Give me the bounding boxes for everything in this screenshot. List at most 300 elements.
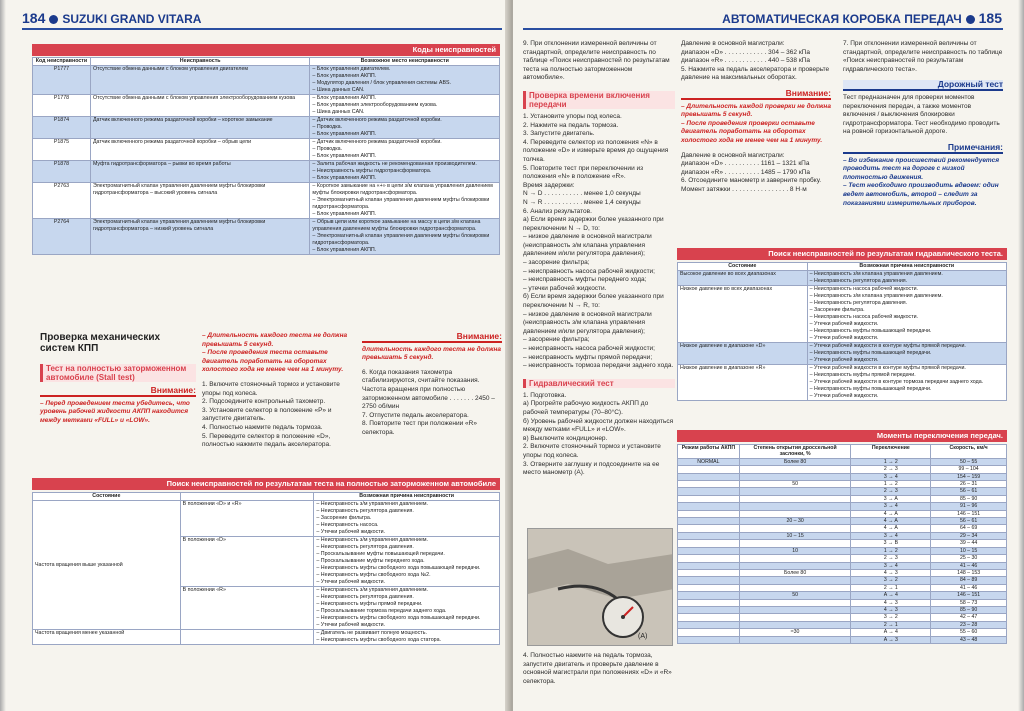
step-text: – неисправность муфты прямой передачи; [523,353,653,361]
col-header: Неисправность [90,58,309,66]
header-rule [523,28,1003,30]
step-text: – засорение фильтра; [523,259,590,267]
step-text: б) Если время задержки более указанного при переключении N → R, то: [523,293,664,310]
step-text: – неисправность муфты переднего хода; [523,276,647,284]
table-row [678,466,1007,473]
table-row [33,66,500,95]
place-item: – Датчик включенного режима раздаточной коробки. [312,139,442,145]
cause-item: – Неисправность регулятора давления. [809,300,908,306]
hyd-table [677,262,1007,401]
mom-cell: 2 → 3 [851,466,931,473]
cause-item: – Неисправность з/м управления давлением. [316,587,429,593]
cause-item: – Утечки рабочей жидкости. [316,579,386,585]
mom-cell [678,525,740,532]
mom-cell [678,621,740,628]
mom-cell: 2 → 1 [851,621,931,628]
mom-cell: 85 – 90 [931,606,1007,613]
mom-cell: 91 – 96 [931,503,1007,510]
step-text: 2. Включите стояночный тормоз и установите упоры под колеса. [523,443,661,459]
step-text: 1. Подготовка. [523,391,567,399]
table-row [678,577,1007,584]
cause-item: – Неисправность муфты прямой передачи. [809,372,916,378]
mom-cell: 3 → 2 [851,614,931,621]
cause-item: – Неисправность з/м клапана управления давлением. [809,271,943,277]
cause-item: – Проскальзывание тормоза передачи заднего хода. [316,608,447,614]
page-edge [1018,0,1024,711]
hydro-title: Гидравлический тест [523,379,675,388]
cause-item: – Утечки рабочей жидкости. [809,357,879,363]
col1-intro: 9. При отклонении измеренной величины от стандартной, определите неисправность по таблице «Поиск неисправностей по результатам теста на полностью заторможенном автомобиле». [523,40,670,82]
place-item: – Модулятор давления / блок управления системы ABS. [312,80,451,86]
pressure-text: 6. Отсоедините манометр и заверните пробку. [681,177,822,185]
mom-cell [739,473,851,480]
warning-heading: Внимание: [40,386,196,397]
table-row [678,503,1007,510]
cause-item: – Засорение фильтра. [316,515,372,521]
mom-cell: 4 → A [851,525,931,532]
cause-item: – Проскальзывание муфты повышающей передачи. [316,551,445,557]
places-cell [310,219,500,255]
cause-item: – Утечки рабочей жидкости. [809,321,879,327]
mom-cell [678,473,740,480]
code-cell: P1874 [33,117,91,139]
col-header: Переключение [851,445,931,459]
mom-cell [678,599,740,606]
warning-text: – Длительность каждой проверки не должна превышать 5 секунд. [681,102,831,119]
right-column-1 [523,40,675,478]
cause-item: – Неисправность насоса рабочей жидкости. [809,286,919,292]
state-cell: Высокое давление во всех диапазонах [678,271,808,286]
place-item: – Блок управления АКПП. [312,211,377,217]
step-text: Частота вращения при полностью заторможенном автомобиле . . . . . . . 2450 – 2750 об/мин [362,385,495,411]
cause-item: – Проскальзывание муфты переднего хода. [316,558,425,564]
pressure-text: диапазон «R» . . . . . . . . . . 1485 – 1790 кПа [681,168,810,176]
mom-cell [739,636,851,643]
mom-cell [739,584,851,591]
place-item: – Короткое замыкание на «+» в цепи з/м клапана управления давлением муфты блокировки гидротрансформатора. [312,183,493,196]
mech-column [40,332,196,425]
mom-cell: 3 → 4 [851,503,931,510]
step-text: 7. Отпустите педаль акселератора. [362,411,469,419]
warning-heading-2: Внимание: [362,332,502,343]
mom-cell [678,569,740,576]
bullet-icon [966,15,975,24]
code-cell: P1875 [33,139,91,161]
steps-column [202,332,354,450]
step-text: в) Выключите кондиционер. [523,434,608,442]
mom-cell: 42 – 47 [931,614,1007,621]
step-text: 6. Когда показания тахометра стабилизируются, считайте показания. [362,368,480,385]
table-row [678,599,1007,606]
fault-table-title: Поиск неисправностей по результатам теста на полностью заторможенном автомобиле [32,478,500,490]
mom-cell: 84 – 89 [931,577,1007,584]
places-cell [310,161,500,183]
note-text: – Во избежание происшествий рекомендуется проводить тест на дороге с низкой плотностью движения. [843,156,1000,181]
step-text: 8. Повторите тест при положении «R» селектора. [362,420,477,436]
mom-cell: 41 – 46 [931,562,1007,569]
mom-table-title: Моменты переключения передач. [677,430,1007,442]
col-header: Возможная причина неисправности [807,263,1006,271]
mom-cell: 3 → 4 [851,473,931,480]
pressure-text: Момент затяжки . . . . . . . . . . . . . . . . 8 Н·м [681,185,807,193]
col-header [180,493,314,501]
code-cell: P2764 [33,219,91,255]
mom-cell: 1 → 2 [851,458,931,465]
step-text: б) Уровень рабочей жидкости должен находиться между метками «FULL» и «LOW». [523,417,674,434]
mom-cell [678,495,740,502]
table-row [678,473,1007,480]
cause-cell [807,271,1006,286]
step-text: 1. Установите упоры под колеса. [523,112,622,120]
table-row [678,365,1007,401]
mom-cell: 4 → 3 [851,599,931,606]
cause-item: – Неисправность насоса рабочей жидкости. [809,314,919,320]
col-header: Скорость, км/ч [931,445,1007,459]
mom-cell: 43 – 48 [931,636,1007,643]
mom-cell: 2 → 3 [851,488,931,495]
mom-cell [739,503,851,510]
mom-cell: 23 – 28 [931,621,1007,628]
mom-cell: 3 → A [851,495,931,502]
mom-cell [678,547,740,554]
mom-cell [739,577,851,584]
warning-text: – После проведения проверки оставьте двигатель поработать на оборотах холостого хода не менее чем на 1 минуту. [681,119,823,144]
fault-cell: Отсутствие обмена данными с блоком управления двигателем [90,66,309,95]
cause-item: – Утечки рабочей жидкости в контуре муфты прямой передачи. [809,343,966,349]
pressure-text: диапазон «R» . . . . . . . . . . . . 440 – 538 кПа [681,57,810,65]
cause-item: – Неисправность регулятора давления. [316,594,414,600]
header-rule [22,28,502,30]
cause-cell [807,365,1006,401]
cause-item: – Неисправность муфты прямой передачи. [316,601,423,607]
mom-cell [739,488,851,495]
mom-cell [739,621,851,628]
brand-title: SUZUKI GRAND VITARA [62,12,202,26]
codes-table [32,57,500,255]
mom-cell [678,629,740,636]
cause-cell [314,630,500,645]
page-edge [0,0,6,711]
mom-cell [678,562,740,569]
mom-cell: 2 → 3 [851,555,931,562]
right-column-3 [843,40,1003,208]
road-test-title: Дорожный тест [843,80,1003,91]
table-row [678,481,1007,488]
mom-cell: Более 80 [739,569,851,576]
pressure-text: 5. Нажмите на педаль акселератора и проверьте давление на максимальных оборотах. [681,65,830,82]
step-text: 4. Переведите селектор из положения «N» в положение «D» и измерьте время до ощущения толчка. [523,138,669,163]
cause-item: – Утечки рабочей жидкости в контуре муфты прямой передачи. [809,365,966,371]
step-text: N → R . . . . . . . . . . . менее 1,4 секунды [523,198,641,206]
mom-cell [678,466,740,473]
table-row [678,555,1007,562]
mom-cell [678,584,740,591]
place-item: – Блок управления двигателем. [312,66,391,72]
mom-cell [678,540,740,547]
col-header: Степень открытия дроссельной заслонки, % [739,445,851,459]
cause-item: – Неисправность муфты свободного хода повышающей передачи. [316,615,481,621]
table-row [678,584,1007,591]
place-item: – Обрыв цепи или короткое замыкание на массу в цепи з/м клапана управления давлением муфты блокировки гидротрансформатора. [312,219,481,232]
mom-cell: 146 – 151 [931,510,1007,517]
table-row [678,488,1007,495]
places-cell [310,183,500,219]
mom-cell: Более 80 [739,458,851,465]
notes-heading: Примечания: [843,143,1003,154]
table-row [33,219,500,255]
place-item: – Блок управления АКПП. [312,153,377,159]
code-cell: P1878 [33,161,91,183]
mom-cell [739,540,851,547]
table-row [33,630,500,645]
hyd-table-title: Поиск неисправностей по результатам гидравлического теста. [677,248,1007,260]
mom-cell: 146 – 151 [931,592,1007,599]
step-text: 1. Включите стояночный тормоз и установите упоры под колеса. [202,380,340,397]
table-row [678,569,1007,576]
mom-cell: 58 – 73 [931,599,1007,606]
right-header [722,10,1002,28]
mom-cell [678,488,740,495]
table-row [33,117,500,139]
step-text: 3. Запустите двигатель. [523,130,595,138]
mom-cell [739,510,851,517]
mom-cell: 50 – 55 [931,458,1007,465]
fault-cell: Датчик включенного режима раздаточной коробки – короткое замыкание [90,117,309,139]
place-item: – Проводка. [312,146,343,152]
table-row [678,629,1007,636]
duration-warning: – Длительность каждого теста не должна превышать 5 секунд. [202,332,348,348]
table-row [678,343,1007,365]
mom-cell: 50 [739,592,851,599]
cause-cell [807,343,1006,365]
place-item: – Залита рабочая жидкость не рекомендованная производителем. [312,161,477,167]
state-cell: Низкое давление в диапазоне «D» [678,343,808,365]
mom-cell: 99 – 104 [931,466,1007,473]
mom-cell [678,532,740,539]
mom-cell: 148 – 153 [931,569,1007,576]
cause-item: – Утечки рабочей жидкости. [316,529,386,535]
mom-cell: 56 – 61 [931,488,1007,495]
page-number: 184 [22,10,46,26]
fault-cell: Электромагнитный клапан управления давлением муфты блокировки гидротрансформатора – низкий уровень сигнала [90,219,309,255]
codes-table-title: Коды неисправностей [32,44,500,56]
places-cell [310,95,500,117]
cause-item: – Неисправность муфты свободного хода статора. [316,637,442,643]
place-item: – Блок управления АКПП. [312,95,377,101]
idle-warning: – После проведения теста оставьте двигатель поработать на оборотах холостого хода не менее чем на 1 минуту. [202,349,344,374]
step-text: 7. При отклонении измеренной величины от стандартной, определите неисправность по таблице «Поиск неисправностей по результатам гидравлического теста». [843,40,1003,73]
col-header: Возможная причина неисправности [314,493,500,501]
place-item: – Блок управления АКПП. [312,131,377,137]
step-text: 5. Повторите тест при переключении из положения «N» в положение «R». [523,164,644,181]
table-row [678,286,1007,343]
shift-time-title: Проверка времени включения передачи [523,91,675,109]
cause-item: – Неисправность муфты повышающей передачи. [809,328,932,334]
pressure-text: диапазон «D» . . . . . . . . . . 1161 – 1321 кПа [681,160,810,168]
table-row [678,636,1007,643]
warning-text-2: длительность каждого теста не должна превышать 5 секунд. [362,345,502,362]
mom-cell: 1 → 2 [851,481,931,488]
mom-cell [678,592,740,599]
cause-item: – Утечки рабочей жидкости. [316,622,386,628]
table-row [678,458,1007,465]
mom-cell [739,525,851,532]
mom-cell: 4 → A [851,510,931,517]
page-number: 185 [978,10,1002,26]
table-row [678,562,1007,569]
mom-cell [678,614,740,621]
cause-cell [314,501,500,537]
table-row [678,547,1007,554]
cause-item: – Неисправность муфты свободного хода повышающей передачи. [316,565,481,571]
col-header: Возможное место неисправности [310,58,500,66]
mom-cell [678,481,740,488]
mom-cell: 4 → A [851,518,931,525]
position-cell: В положении «R» [180,587,314,630]
mom-cell: 10 – 15 [931,547,1007,554]
state-cell: Низкое давление во всех диапазонах [678,286,808,343]
fault-cell: Датчик включенного режима раздаточной коробки – обрыв цепи [90,139,309,161]
table-row [33,501,500,537]
state-cell: Частота вращения менее указанной [33,630,181,645]
left-header [22,10,201,28]
pressure-text: Давление в основной магистрали: [681,40,785,47]
table-row [33,95,500,117]
step-text: 3. Отверните заглушку и подсоедините на ее место манометр (A). [523,460,660,477]
col-header: Код неисправности [33,58,91,66]
places-cell [310,66,500,95]
mom-cell [739,562,851,569]
step-text: 5. Переведите селектор в положение «D», полностью нажмите педаль акселератора. [202,432,331,449]
step-text: – засорение фильтра; [523,336,590,344]
gauge-illustration [528,529,673,646]
mom-cell: 2 → 1 [851,584,931,591]
mom-cell [739,606,851,613]
step-text: – низкое давление в основной магистрали (неисправность з/м клапана управления давлением и/или регулятора давления); [523,233,652,258]
table-row [678,592,1007,599]
mom-cell: 39 – 44 [931,540,1007,547]
warning-text: – Перед проведением теста убедитесь, что уровень рабочей жидкости АКПП находится между метками «FULL» и «LOW». [40,399,190,424]
mom-cell: 25 – 30 [931,555,1007,562]
table-row [678,606,1007,613]
cause-item: – Утечки рабочей жидкости в контуре тормоза передачи заднего хода. [809,379,984,385]
cause-item: – Неисправность з/м управления давлением. [316,537,429,543]
right-page [513,0,1024,711]
cause-item: – Неисправность регулятора давления. [316,544,414,550]
cause-item: – Утечки рабочей жидкости. [809,335,879,341]
cause-item: – Утечки рабочей жидкости. [809,393,879,399]
cause-item: – Неисправность муфты повышающей передачи. [809,350,932,356]
mom-cell [739,466,851,473]
mom-cell: 3 → 4 [851,532,931,539]
step-text: 6. Анализ результатов. [523,207,592,215]
step-text: Время задержки: [523,181,575,189]
cause-item: – Засорение фильтра. [809,307,865,313]
step-text: – неисправность насоса рабочей жидкости; [523,345,655,352]
place-item: – Блок управления электрооборудованием кузова. [312,102,438,108]
mom-cell [678,555,740,562]
mom-cell: 26 – 31 [931,481,1007,488]
mom-cell: 85 – 90 [931,495,1007,502]
cause-item: – Двигатель не развивает полную мощность. [316,630,427,636]
cause-item: – Неисправность муфты повышающей передачи. [809,386,932,392]
position-cell: В положении «D» [180,537,314,587]
mom-cell: 29 – 34 [931,532,1007,539]
col-header: Режим работы АКПП [678,445,740,459]
place-item: – Блок управления АКПП. [312,73,377,79]
left-page [0,0,511,711]
step-text: 3. Установите селектор в положение «P» и запустите двигатель. [202,406,332,423]
step-text: 4. Полностью нажмите педаль тормоза. [202,423,323,431]
places-cell [310,139,500,161]
place-item: – Электромагнитный клапан управления давлением муфты блокировки гидротрансформатора. [312,197,490,210]
mech-title: Проверка механических систем КПП [40,332,161,354]
mom-cell: 10 [739,547,851,554]
mom-cell: 50 [739,481,851,488]
step-text: а) Если время задержки более указанного при переключении N → D, то: [523,216,664,232]
code-cell: P1777 [33,66,91,95]
place-item: – Шина данных CAN. [312,109,365,115]
place-item: – Блок управления АКПП. [312,247,377,253]
place-item: – Неисправность муфты гидротрансформатора. [312,168,432,174]
table-row [678,510,1007,517]
table-row [678,532,1007,539]
step-text: а) Прогрейте рабочую жидкость АКПП до рабочей температуры (70–80°С). [523,400,649,416]
mom-cell [678,510,740,517]
cause-item: – Неисправность з/м управления давлением. [316,501,429,507]
step-text: 4. Полностью нажмите на педаль тормоза, запустите двигатель и проверьте давление в основной магистрали при положениях «D» и «R» селектора. [523,652,672,685]
section-title: АВТОМАТИЧЕСКАЯ КОРОБКА ПЕРЕДАЧ [722,12,962,26]
note-text: – Тест необходимо производить вдвоем: один ведет автомобиль, второй – следит за показаниями измерительных приборов. [843,182,999,207]
fault-table [32,492,500,645]
mom-cell [739,495,851,502]
cause-item: – Неисправность з/м клапана управления давлением. [809,293,943,299]
mom-cell: 1 → 2 [851,547,931,554]
col-header: Состояние [33,493,181,501]
hydro-steps-2 [523,652,675,686]
mom-cell: 55 – 60 [931,629,1007,636]
code-cell: P2763 [33,183,91,219]
position-cell: В положении «D» и «R» [180,501,314,537]
place-item: – Датчик включенного режима раздаточной коробки. [312,117,442,123]
mom-cell: 3 → 4 [851,562,931,569]
step-text: N → D . . . . . . . . . . . менее 1,0 секунды [523,190,641,198]
mom-cell [739,599,851,606]
code-cell: P1778 [33,95,91,117]
place-item: – Блок управления АКПП. [312,175,377,181]
table-row [678,271,1007,286]
warning-heading: Внимание: [681,89,831,100]
state-cell: Частота вращения выше указанной [33,501,181,630]
step-text: 2. Нажмите на педаль тормоза. [523,121,619,129]
mom-cell [678,503,740,510]
mom-table [677,444,1007,644]
mom-cell: 4 → 3 [851,606,931,613]
position-cell [180,630,314,645]
bullet-icon [49,15,58,24]
place-item: – Шина данных CAN. [312,87,365,93]
stall-title: Тест на полностью заторможенном автомобиле (Stall test) [40,364,196,382]
cause-item: – Неисправность регулятора давления. [316,508,414,514]
table-row [678,614,1007,621]
table-row [678,525,1007,532]
mom-cell: 10 – 15 [739,532,851,539]
mom-cell: 20 – 30 [739,518,851,525]
pressure-text: диапазон «D» . . . . . . . . . . . . 304 – 362 кПа [681,48,810,56]
steps-column-2 [362,332,502,438]
cause-cell [314,587,500,630]
mom-cell: ≈30 [739,629,851,636]
